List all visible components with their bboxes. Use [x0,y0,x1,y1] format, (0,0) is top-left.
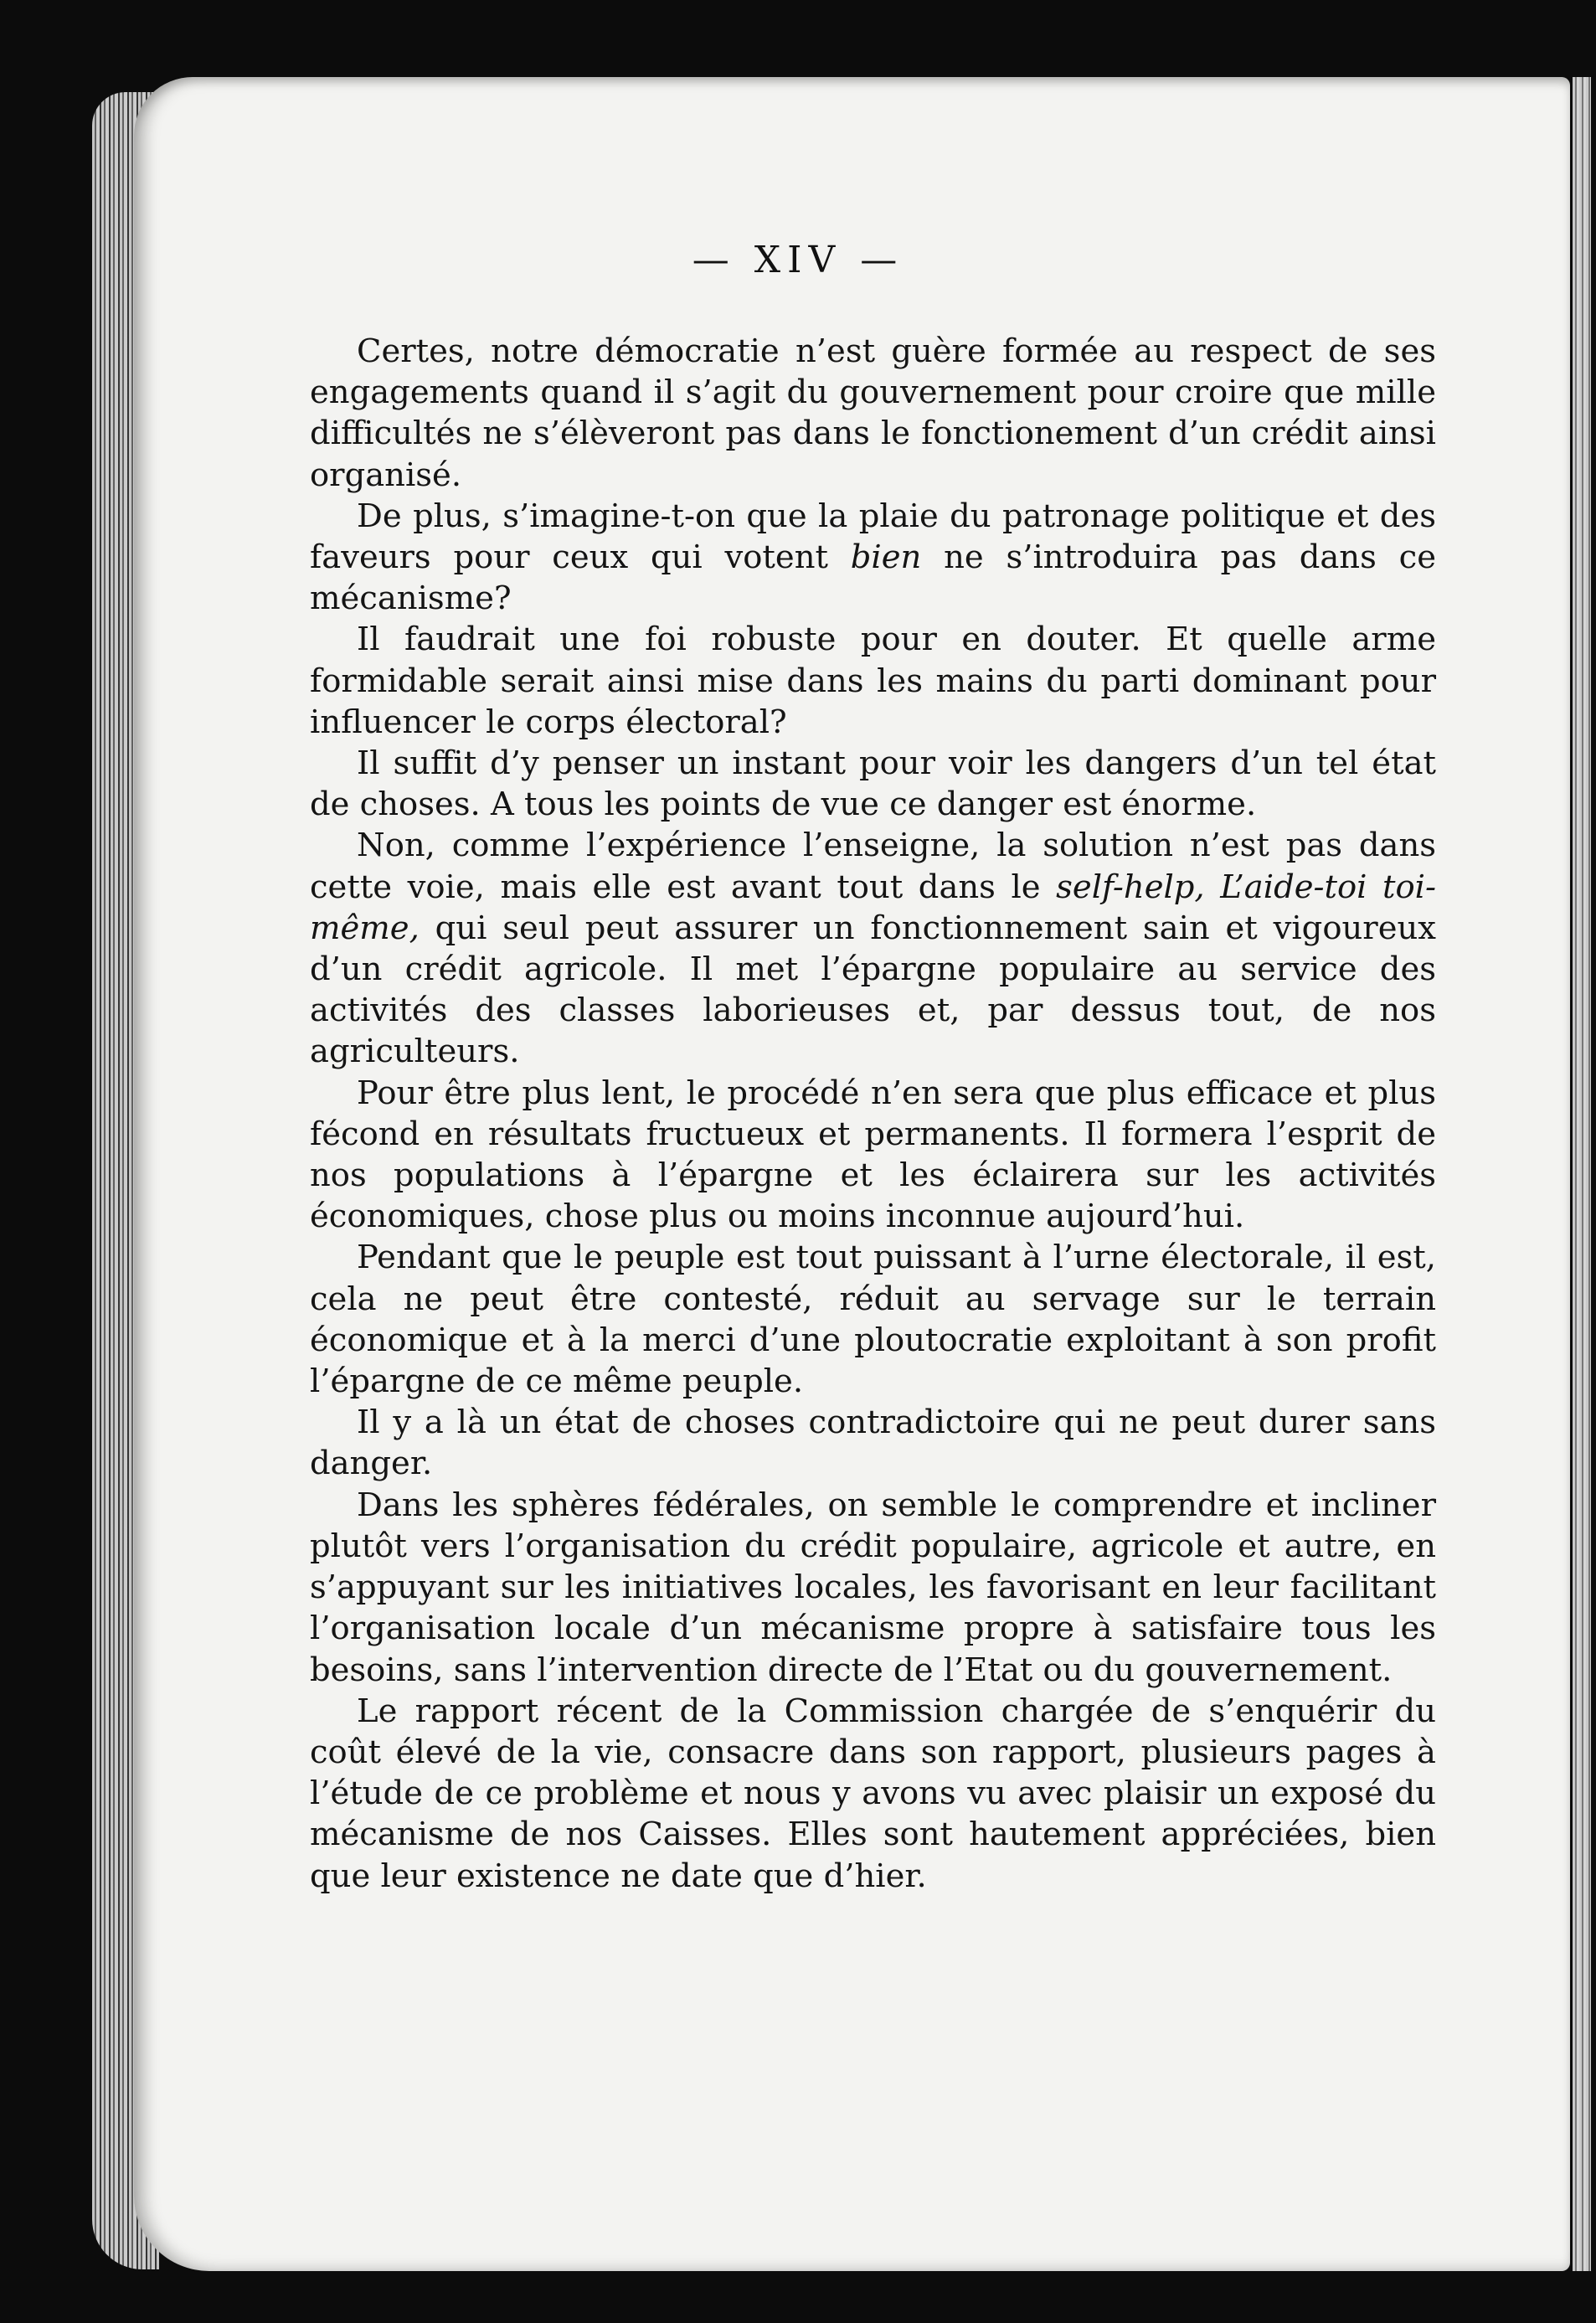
paragraph-text: Certes, notre démocratie n’est guère formée au respect de ses engagements quand il s’agit du gouvernement pour croire que mille difficultés ne s’élèveront pas dans le fonctionement d’un crédit ainsi organisé. [310,332,1436,494]
paragraph-text: Dans les sphères fédérales, on semble le comprendre et incliner plutôt vers l’organisation du crédit populaire, agricole et autre, en s’appuyant sur les initiatives locales, les favorisant en leur facilitant l’organisation locale d’un mécanisme propre à satisfaire tous les besoins, sans l’intervention directe de l’Etat ou du gouvernement. [310,1486,1436,1689]
paragraph-text: Il y a là un état de choses contradictoire qui ne peut durer sans danger. [310,1404,1436,1483]
paragraph [310,743,1436,825]
paragraph [310,1237,1436,1402]
paragraph [310,1073,1436,1238]
paragraph-text: Il suffit d’y penser un instant pour voir les dangers d’un tel état de choses. A tous les points de vue ce danger est énorme. [310,744,1436,824]
italic-word: bien [850,538,922,577]
paragraph-text: Non, comme l’expérience l’enseigne, la solution n’est pas dans cette voie, mais elle est avant tout dans le [310,827,1436,906]
paragraph [310,496,1436,620]
body-text [310,331,1436,1897]
paragraph-text: qui seul peut assurer un fonctionnement sain et vigoureux d’un crédit agricole. Il met l’épargne populaire au service des activités des classes laborieuses et, par dessus tout, de nos agriculteurs. [310,909,1436,1071]
paragraph [310,1691,1436,1897]
page-stack-right-edge [1573,77,1591,2271]
paragraph [310,1402,1436,1484]
paragraph-text: Pour être plus lent, le procédé n’en sera que plus efficace et plus fécond en résultats fructueux et permanents. Il formera l’esprit de nos populations à l’épargne et les éclairera sur les activités économiques, chose plus ou moins inconnue aujourd’hui. [310,1074,1436,1236]
paragraph-text: Il faudrait une foi robuste pour en douter. Et quelle arme formidable serait ainsi mise dans les mains du parti dominant pour influencer le corps électoral? [310,621,1436,741]
page-number-header: — XIV — [692,239,904,281]
italic-phrase: self-help, L’aide-toi toi-même, [310,868,1436,947]
paragraph-text: Le rapport récent de la Commission chargée de s’enquérir du coût élevé de la vie, consacre dans son rapport, plusieurs pages à l’étude de ce problème et nous y avons vu avec plaisir un exposé du mécanisme de nos Caisses. Elles sont hautement appréciées, bien que leur existence ne date que d’hier. [310,1692,1436,1895]
paragraph [310,331,1436,496]
paragraph [310,1485,1436,1691]
paragraph-text: ne s’introduira pas dans ce mécanisme? [310,538,1436,618]
paragraph [310,619,1436,743]
paragraph-text: De plus, s’imagine-t-on que la plaie du patronage politique et des faveurs pour ceux qui votent [310,497,1436,577]
paragraph-text: Pendant que le peuple est tout puissant à l’urne électorale, il est, cela ne peut être contesté, réduit au servage sur le terrain économique et à la merci d’une ploutocratie exploitant à son profit l’épargne de ce même peuple. [310,1239,1436,1401]
paragraph [310,825,1436,1072]
